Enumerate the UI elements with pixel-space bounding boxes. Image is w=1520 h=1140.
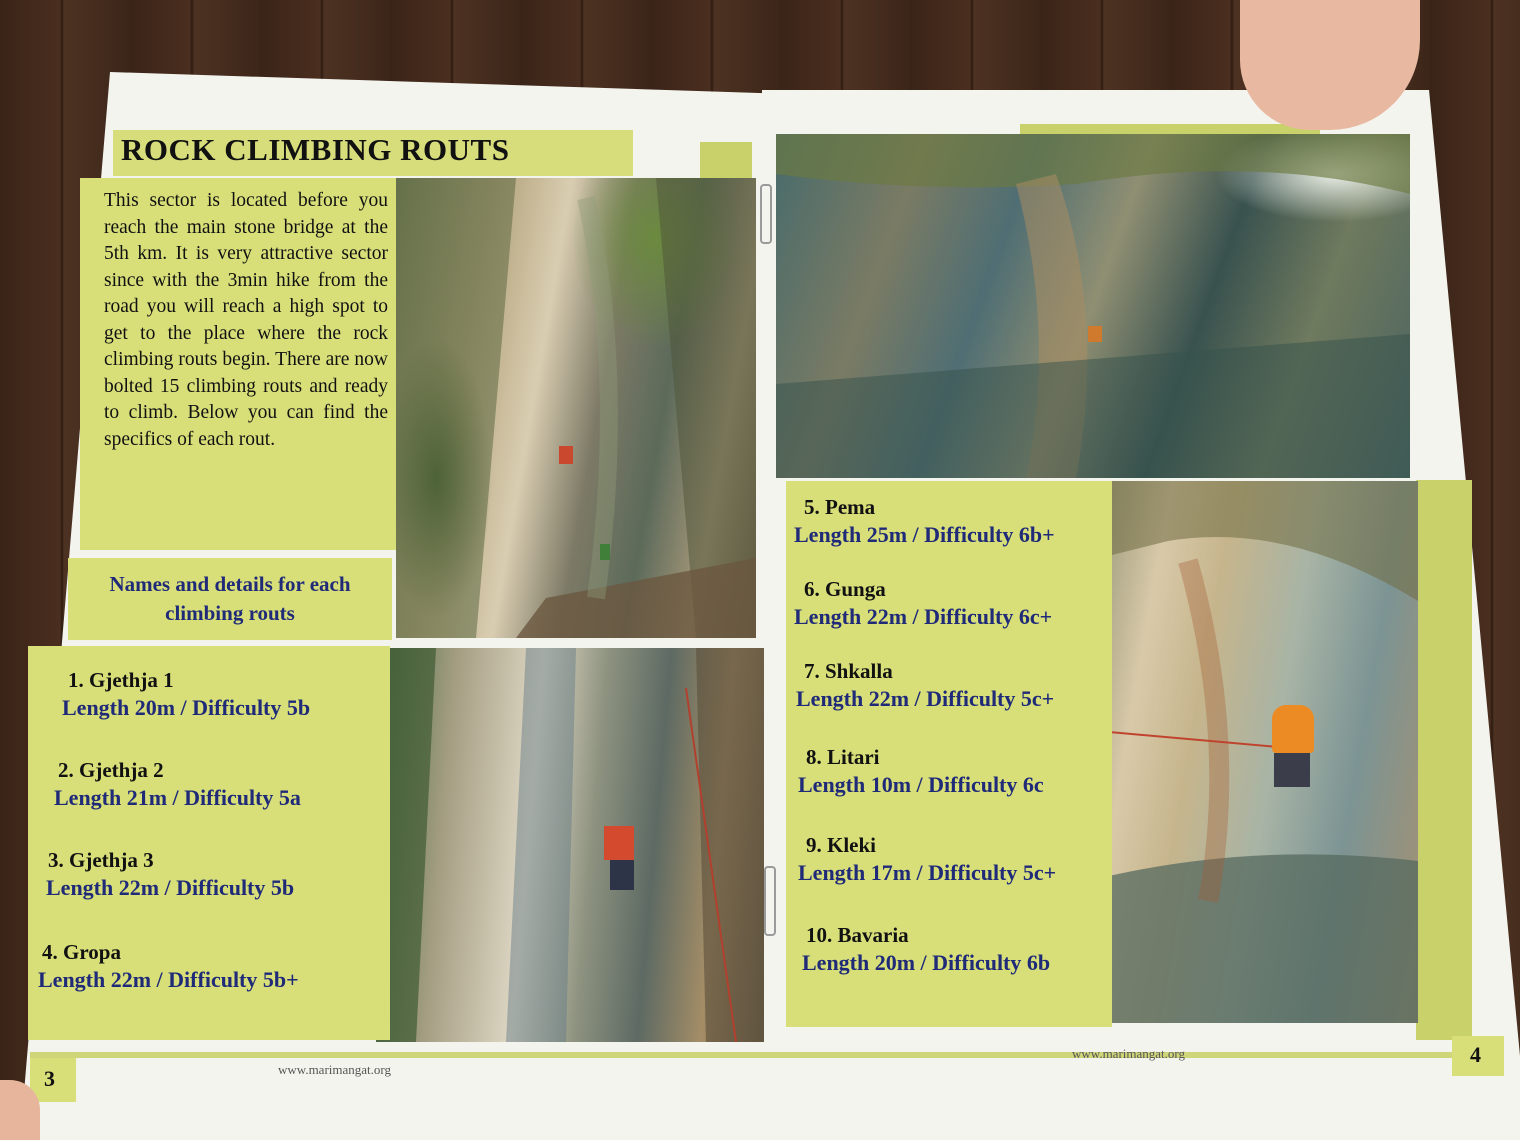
route-name: 4. Gropa xyxy=(42,940,121,964)
page-title: ROCK CLIMBING ROUTS xyxy=(121,132,510,167)
route-details: Length 22m / Difficulty 5b+ xyxy=(38,967,299,992)
photo-3-rockwall xyxy=(776,134,1410,478)
route-item xyxy=(794,575,1053,631)
page-number-right: 4 xyxy=(1470,1042,1481,1067)
intro-box xyxy=(80,178,398,550)
climber-figure xyxy=(610,860,634,890)
staple xyxy=(764,866,776,936)
route-item xyxy=(794,493,1055,549)
route-details: Length 10m / Difficulty 6c xyxy=(798,772,1044,797)
decor-bar xyxy=(1020,124,1320,134)
climbing-photo-4 xyxy=(1088,481,1418,1023)
climbing-photo-1 xyxy=(396,178,756,638)
photo-2-rockwall xyxy=(376,648,764,1042)
route-item xyxy=(802,921,1050,977)
route-name: 8. Litari xyxy=(806,745,880,769)
route-name: 2. Gjethja 2 xyxy=(58,758,164,782)
route-details: Length 20m / Difficulty 6b xyxy=(802,950,1051,975)
route-details: Length 20m / Difficulty 5b xyxy=(62,695,311,720)
climber-figure xyxy=(1088,326,1102,342)
route-item xyxy=(54,756,301,812)
routes-list-right xyxy=(786,481,1112,1027)
route-item xyxy=(798,743,1044,799)
route-item xyxy=(798,831,1057,887)
names-heading-box xyxy=(68,558,392,640)
route-details: Length 17m / Difficulty 5c+ xyxy=(798,860,1057,885)
route-name: 9. Kleki xyxy=(806,833,877,857)
footer-url-right: www.marimangat.org xyxy=(1072,1046,1186,1061)
staple xyxy=(760,184,772,244)
route-name: 1. Gjethja 1 xyxy=(68,668,174,692)
route-item xyxy=(38,938,299,994)
routes-list-left xyxy=(28,646,390,1040)
climber-figure xyxy=(600,544,610,560)
photo-4-rockwall xyxy=(1088,481,1418,1023)
climber-figure xyxy=(559,446,573,464)
climber-figure xyxy=(604,826,634,860)
route-name: 7. Shkalla xyxy=(804,659,893,683)
photo-1-rockwall xyxy=(396,178,756,638)
page-number-left: 3 xyxy=(44,1066,55,1091)
route-name: 3. Gjethja 3 xyxy=(48,848,154,872)
route-item xyxy=(796,657,1055,713)
route-item xyxy=(62,666,311,722)
route-name: 6. Gunga xyxy=(804,577,886,601)
route-details: Length 21m / Difficulty 5a xyxy=(54,785,301,810)
page-title-box xyxy=(113,130,633,176)
decor-bar xyxy=(30,1052,1470,1058)
decor-bar xyxy=(1416,480,1472,1040)
intro-text: This sector is located before you reach the main stone bridge at the 5th km. It is very attractive sector since with the 3min hike from the road you will reach a high spot to get to the place where the rock climbing routs begin. There are now bolted 15 climbing routs and ready to climb. Below you can find the specifics of each rout. xyxy=(104,190,388,450)
route-details: Length 22m / Difficulty 5c+ xyxy=(796,686,1055,711)
climber-figure xyxy=(1272,705,1314,753)
route-details: Length 22m / Difficulty 6c+ xyxy=(794,604,1053,629)
route-details: Length 22m / Difficulty 5b xyxy=(46,875,295,900)
decor-bar xyxy=(700,142,752,180)
route-name: 5. Pema xyxy=(804,495,876,519)
route-details: Length 25m / Difficulty 6b+ xyxy=(794,522,1055,547)
route-item xyxy=(48,846,294,902)
climbing-photo-2 xyxy=(376,648,764,1042)
route-name: 10. Bavaria xyxy=(806,923,909,947)
climbing-photo-3 xyxy=(776,134,1410,478)
footer-url-left: www.marimangat.org xyxy=(278,1062,392,1077)
climber-figure xyxy=(1274,753,1310,787)
names-heading: Names and details for each climbing routs xyxy=(109,572,351,625)
